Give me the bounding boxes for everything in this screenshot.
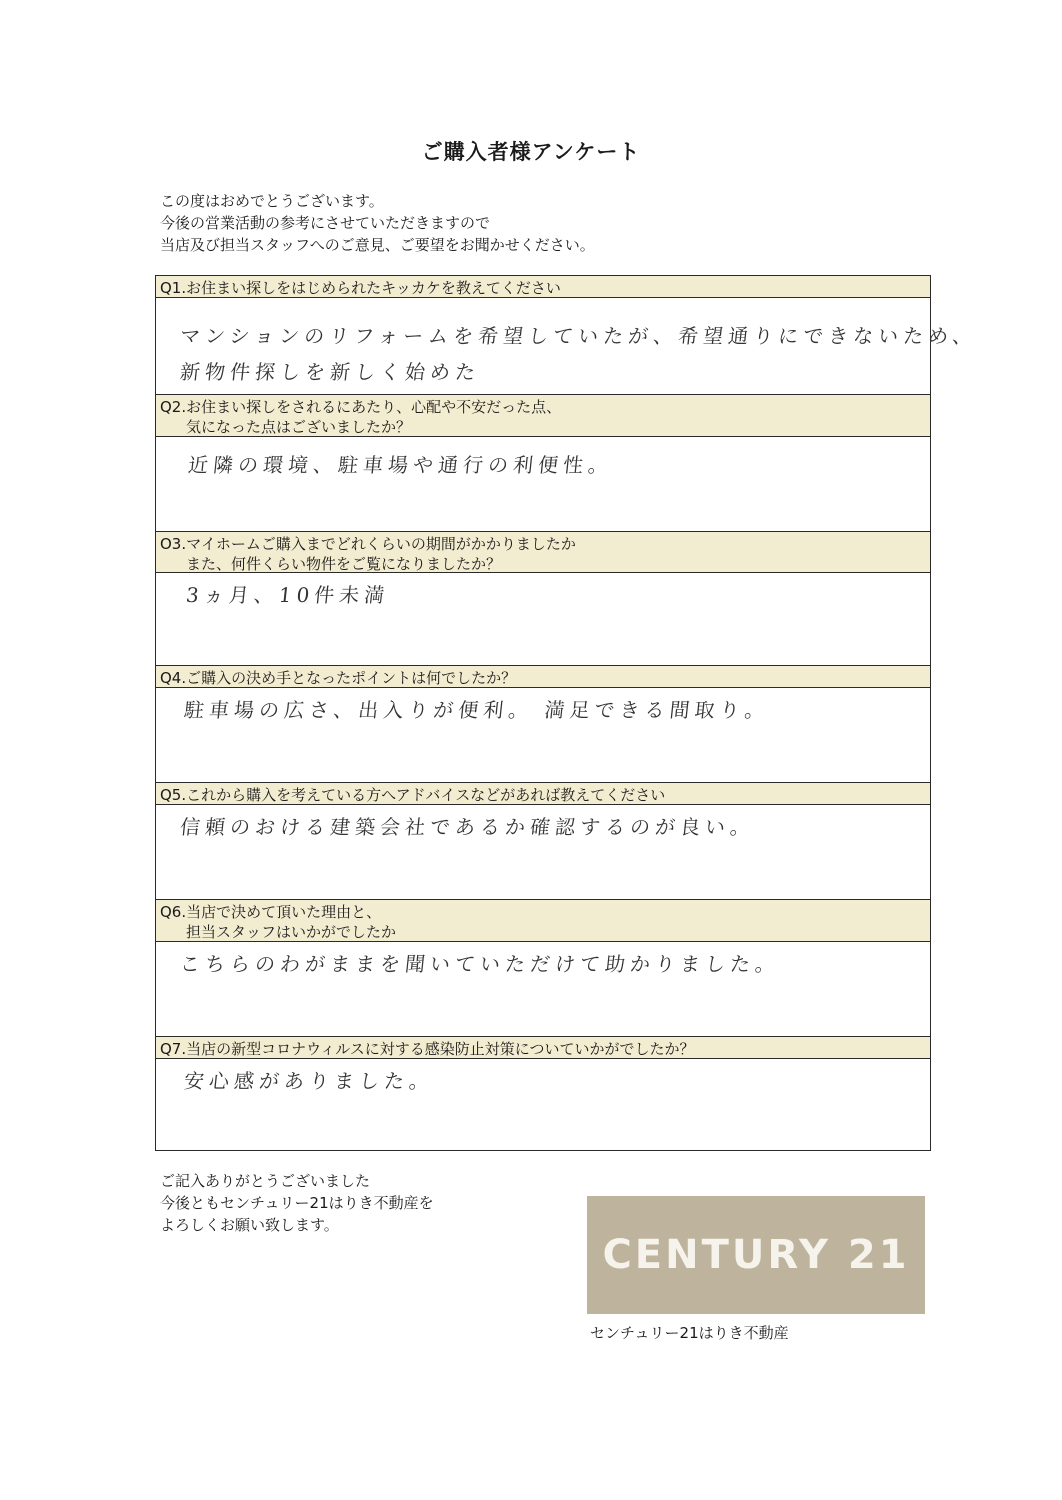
question-header (156, 900, 930, 942)
answer-handwriting: 安心感がありました。 (182, 1069, 436, 1093)
intro-line: この度はおめでとうございます。 (160, 192, 384, 210)
question-text: Q2.お住まい探しをされるにあたり、心配や不安だった点、 (160, 398, 562, 416)
answer-area (156, 942, 930, 1036)
closing-line: よろしくお願い致します。 (160, 1216, 339, 1234)
question-text: Q7.当店の新型コロナウィルスに対する感染防止対策についていかがでしたか？ (160, 1040, 695, 1058)
answer-area (156, 1059, 930, 1150)
question-block-q2 (156, 395, 930, 532)
question-text: また、何件くらい物件をご覧になりましたか？ (186, 555, 502, 573)
closing-text (160, 1170, 434, 1236)
answer-area (156, 437, 930, 531)
intro-text (160, 190, 595, 256)
intro-line: 当店及び担当スタッフへのご意見、ご要望をお聞かせください。 (160, 236, 595, 254)
logo-text: CENTURY 21 (602, 1232, 910, 1278)
question-header (156, 276, 930, 298)
question-header (156, 532, 930, 573)
question-text: 気になった点はございましたか？ (186, 418, 412, 436)
page-title: ご購入者様アンケート (421, 140, 641, 164)
question-header (156, 395, 930, 437)
question-block-q4 (156, 666, 930, 783)
answer-handwriting: こちらのわがままを聞いていただけて助かりました。 (178, 952, 782, 976)
century21-logo (587, 1196, 925, 1314)
answer-handwriting: 3ヵ月、10件未満 (184, 583, 391, 607)
answer-handwriting: 駐車場の広さ、出入りが便利。 満足できる間取り。 (182, 698, 771, 722)
answer-area (156, 688, 930, 782)
answer-area (156, 805, 930, 899)
question-text: O3.マイホームご購入までどれくらいの期間がかかりましたか (160, 535, 576, 553)
company-name: センチュリー21はりき不動産 (590, 1324, 789, 1342)
question-block-q1 (156, 276, 979, 395)
question-header (156, 1037, 930, 1059)
answer-handwriting: 新物件探しを新しく始めた (178, 360, 482, 384)
intro-line: 今後の営業活動の参考にさせていただきますので (160, 214, 491, 232)
answer-handwriting: 近隣の環境、駐車場や通行の利便性。 (186, 453, 615, 477)
questionnaire-table (155, 275, 979, 1151)
answer-area (156, 298, 979, 394)
question-block-q3 (156, 532, 930, 666)
answer-handwriting: マンションのリフォームを希望していたが、希望通りにできないため、 (178, 324, 979, 348)
question-text: Q1.お住まい探しをはじめられたキッカケを教えてください (160, 279, 561, 297)
closing-line: ご記入ありがとうございました (160, 1172, 371, 1190)
question-text: Q6.当店で決めて頂いた理由と、 (160, 903, 382, 921)
question-header (156, 783, 930, 805)
question-text: Q4.ご購入の決め手となったポイントは何でしたか？ (160, 669, 517, 687)
question-text: 担当スタッフはいかがでしたか (186, 923, 397, 941)
question-text: Q5.これから購入を考えている方へアドバイスなどがあれば教えてください (160, 786, 666, 804)
answer-handwriting: 信頼のおける建築会社であるか確認するのが良い。 (178, 815, 757, 839)
closing-line: 今後ともセンチュリー21はりき不動産を (160, 1194, 434, 1212)
question-block-q7 (156, 1037, 930, 1150)
answer-area (156, 573, 930, 665)
question-header (156, 666, 930, 688)
question-block-q5 (156, 783, 930, 900)
question-block-q6 (156, 900, 930, 1037)
